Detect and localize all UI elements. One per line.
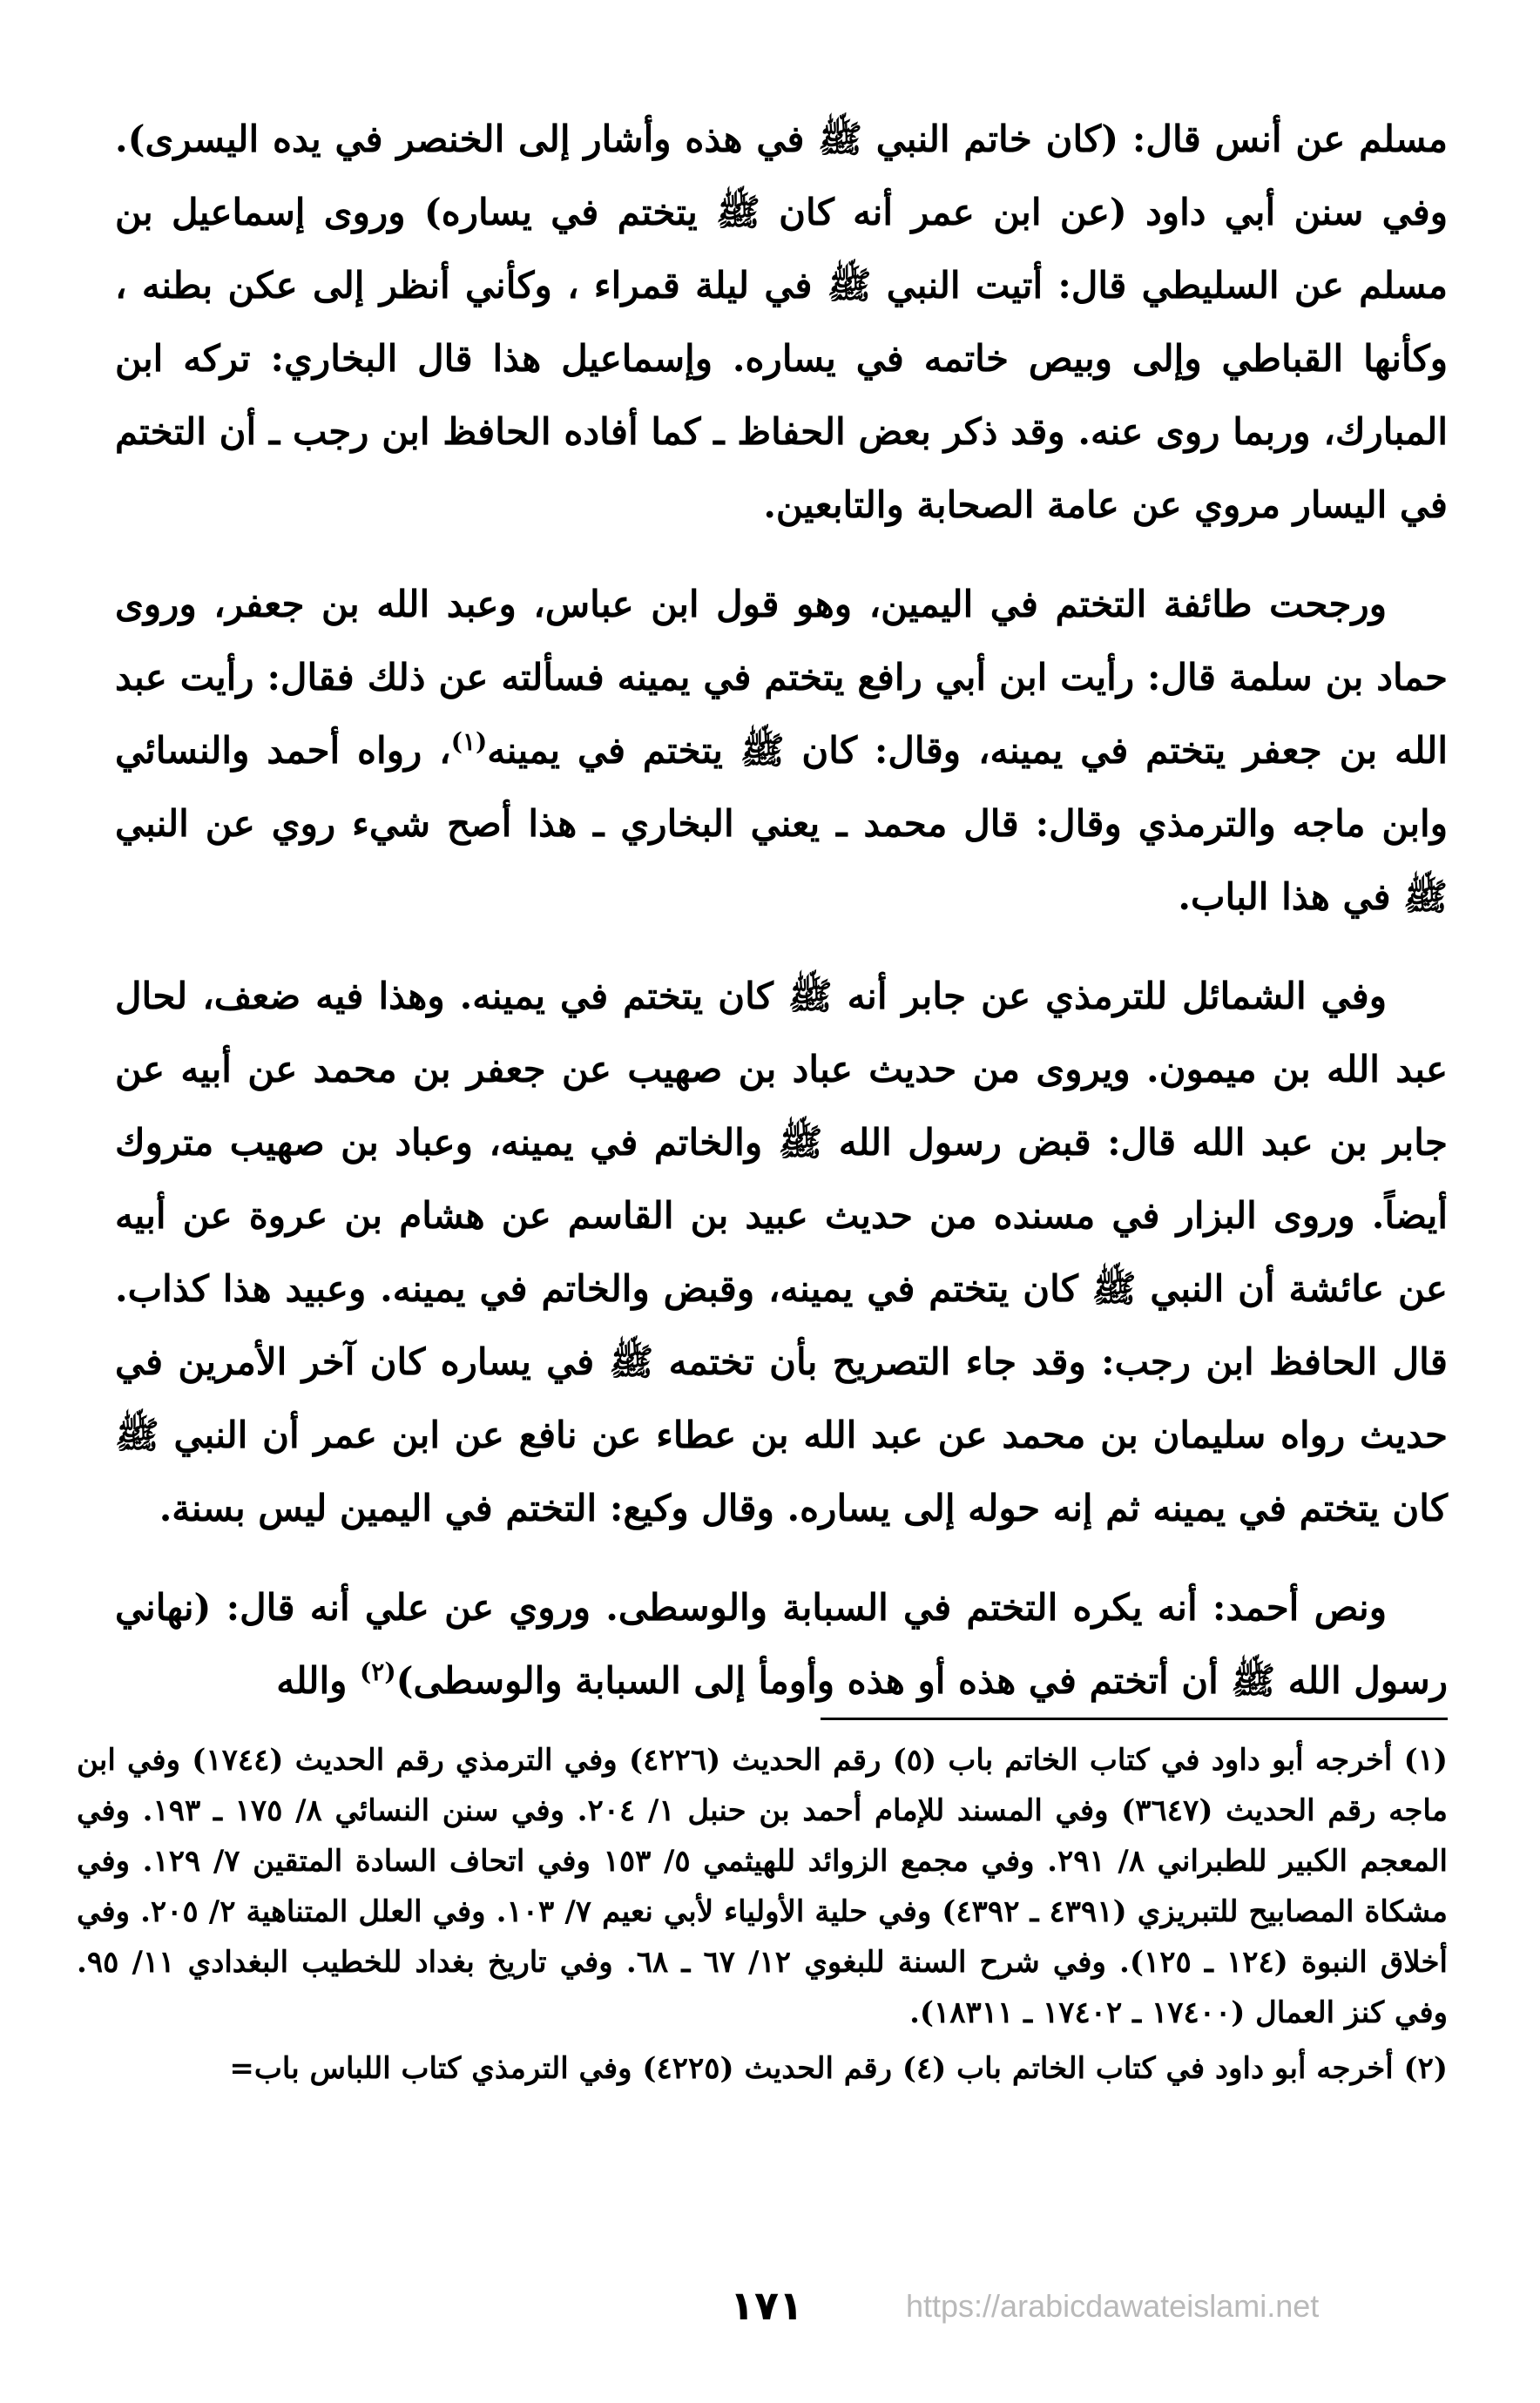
footnote-ref-1: (١) [450, 727, 488, 756]
footnote-divider [821, 1718, 1448, 1720]
paragraph-2-text: ورجحت طائفة التختم في اليمين، وهو قول ابن عباس، وعبد الله بن جعفر، وروى حماد بن سلمة قال: رأيت ابن أبي رافع يتختم في يمينه فسألته عن ذلك فقال: رأيت عبد الله بن جعفر يتختم في يمينه، وقال: كان ﷺ يتختم في يمينه [115, 583, 1448, 772]
paragraph-4-text: ونص أحمد: أنه يكره التختم في السبابة والوسطى. وروي عن علي أنه قال: (نهاني رسول الله ﷺ أن أتختم في هذه أو هذه وأومأ إلى السبابة والوسطى) [115, 1586, 1448, 1702]
paragraph-2-text-end: ، رواه أحمد والنسائي وابن ماجه والترمذي وقال: قال محمد ـ يعني البخاري ـ هذا أصح شيء روي عن النبي ﷺ في هذا الباب. [115, 729, 1448, 918]
footnote-1: (١) أخرجه أبو داود في كتاب الخاتم باب (٥) رقم الحديث (٤٢٢٦) وفي الترمذي رقم الحديث (١٧٤٤) وفي ابن ماجه رقم الحديث (٣٦٤٧) وفي المسند للإمام أحمد بن حنبل ١/ ٢٠٤. وفي سنن النسائي ٨/ ١٧٥ ـ ١٩٣. وفي المعجم الكبير للطبراني ٨/ ٢٩١. وفي مجمع الزوائد للهيثمي ٥/ ١٥٣ وفي اتحاف السادة المتقين ٧/ ١٢٩. وفي مشكاة المصابيح للتبريزي (٤٣٩١ ـ ٤٣٩٢) وفي حلية الأولياء لأبي نعيم ٧/ ١٠٣. وفي العلل المتناهية ٢/ ٢٠٥. وفي أخلاق النبوة (١٢٤ ـ ١٢٥). وفي شرح السنة للبغوي ١٢/ ٦٧ ـ ٦٨. وفي تاريخ بغداد للخطيب البغدادي ١١/ ٩٥. وفي كنز العمال (١٧٤٠٠ ـ ١٧٤٠٢ ـ ١٨٣١١). [77, 1743, 1449, 2030]
page-number: ١٧١ [729, 2282, 804, 2329]
paragraph-3: وفي الشمائل للترمذي عن جابر أنه ﷺ كان يتختم في يمينه. وهذا فيه ضعف، لحال عبد الله بن ميمون. ويروى من حديث عباد بن صهيب عن جعفر بن محمد عن أبيه عن جابر بن عبد الله قال: قبض رسول الله ﷺ والخاتم في يمينه، وعباد بن صهيب متروك أيضاً. وروى البزار في مسنده من حديث عبيد بن القاسم عن هشام بن عروة عن أبيه عن عائشة أن النبي ﷺ كان يتختم في يمينه، وقبض والخاتم في يمينه. وعبيد هذا كذاب. قال الحافظ ابن رجب: وقد جاء التصريح بأن تختمه ﷺ في يساره كان آخر الأمرين في حديث رواه سليمان بن محمد عن عبد الله بن عطاء عن نافع عن ابن عمر أن النبي ﷺ كان يتختم في يمينه ثم إنه حوله إلى يساره. وقال وكيع: التختم في اليمين ليس بسنة. [115, 975, 1448, 1529]
watermark-url: https://arabicdawateislami.net [906, 2288, 1320, 2324]
paragraph-2 [115, 568, 1448, 934]
footnote-ref-2: (٢) [360, 1657, 396, 1686]
footnote-2: (٢) أخرجه أبو داود في كتاب الخاتم باب (٤) رقم الحديث (٤٢٢٥) وفي الترمذي كتاب اللباس باب= [229, 2051, 1448, 2086]
footnotes [77, 1735, 1448, 2099]
main-text [115, 103, 1448, 1744]
paragraph-4-text-end: والله [276, 1659, 361, 1702]
paragraph-4 [115, 1571, 1448, 1718]
paragraph-1: مسلم عن أنس قال: (كان خاتم النبي ﷺ في هذه وأشار إلى الخنصر في يده اليسرى). وفي سنن أبي داود (عن ابن عمر أنه كان ﷺ يتختم في يساره) وروى إسماعيل بن مسلم عن السليطي قال: أتيت النبي ﷺ في ليلة قمراء ، وكأني أنظر إلى عكن بطنه ، وكأنها القباطي وإلى وبيص خاتمه في يساره. وإسماعيل هذا قال البخاري: تركه ابن المبارك، وربما روى عنه. وقد ذكر بعض الحفاظ ـ كما أفاده الحافظ ابن رجب ـ أن التختم في اليسار مروي عن عامة الصحابة والتابعين. [115, 118, 1448, 526]
